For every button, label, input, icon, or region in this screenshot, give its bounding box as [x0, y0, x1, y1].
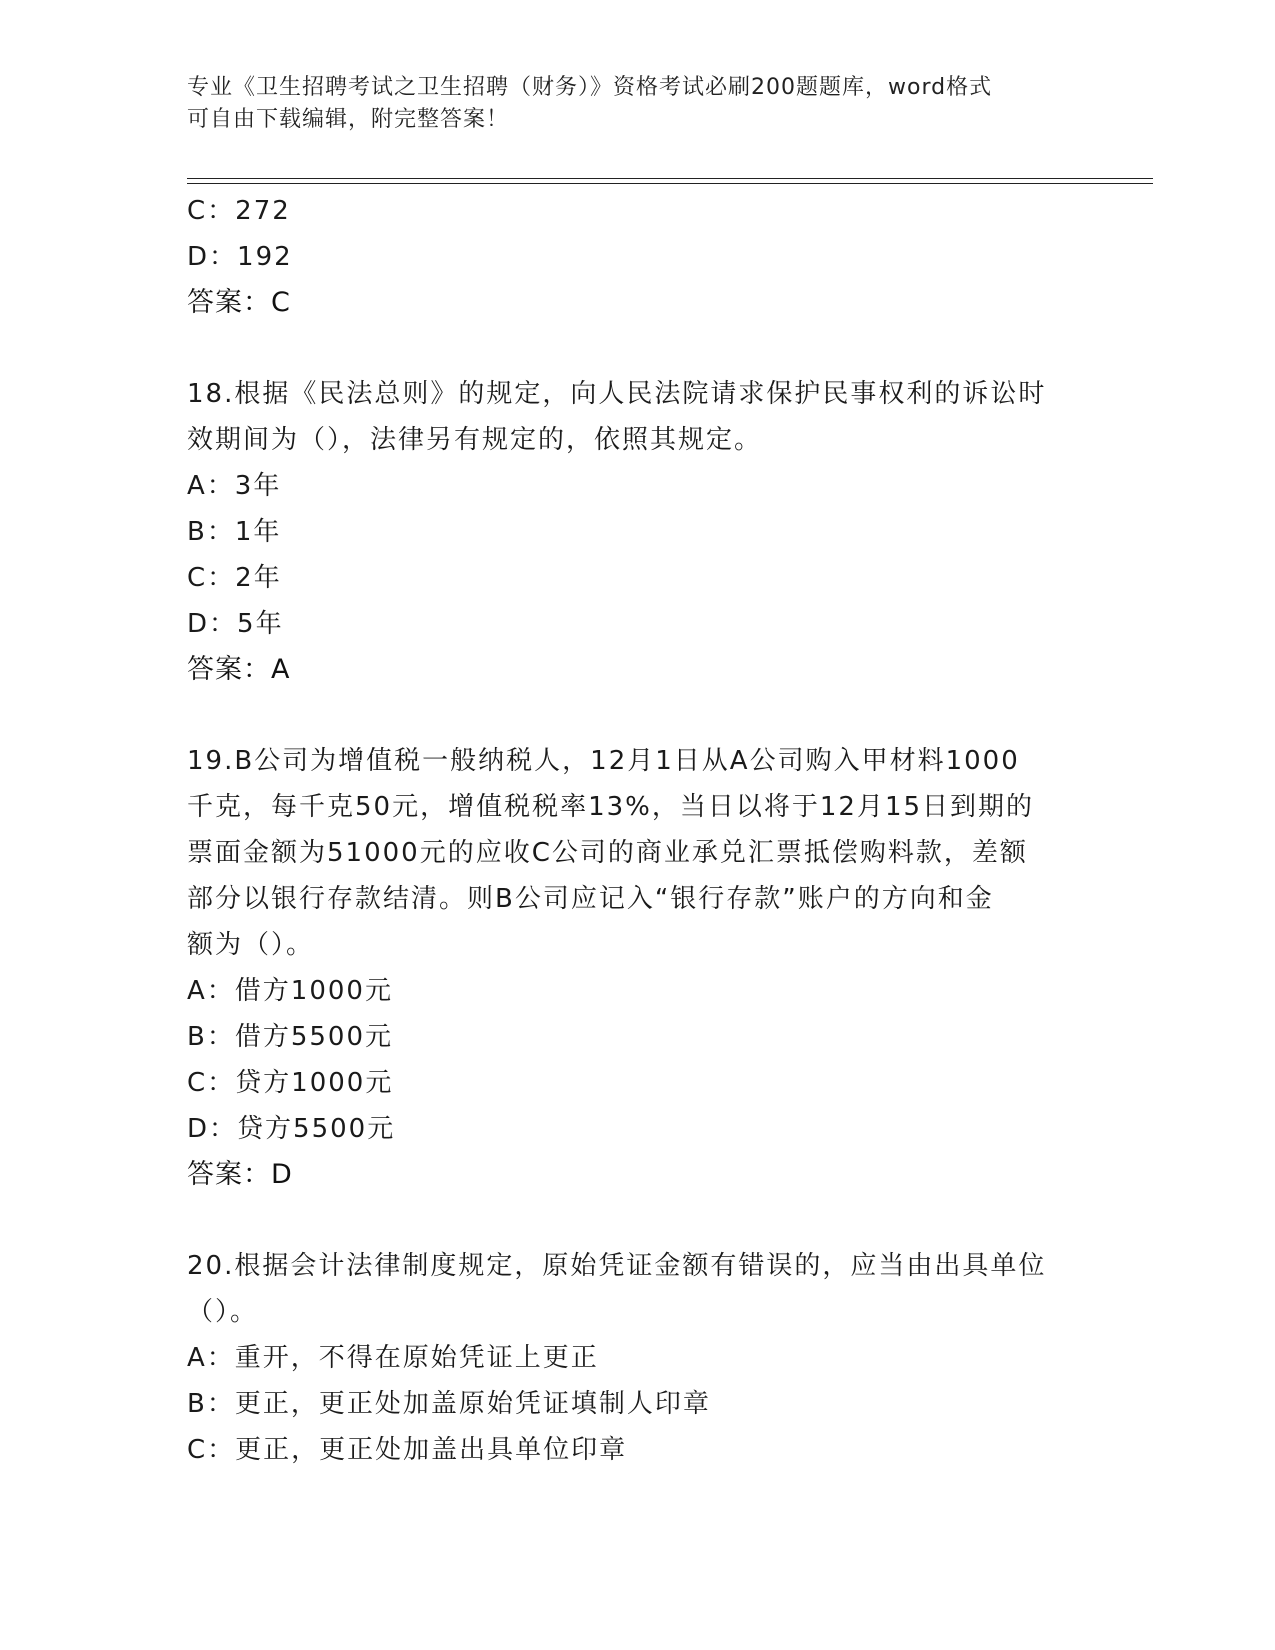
question-stem-line: 效期间为（），法律另有规定的，依照其规定。 — [187, 425, 763, 455]
option-a: A：重开，不得在原始凭证上更正 — [187, 1343, 599, 1373]
question-stem-line: 部分以银行存款结清。则B公司应记入“银行存款”账户的方向和金 — [187, 884, 994, 914]
question-stem-line: 票面金额为51000元的应收C公司的商业承兑汇票抵偿购料款，差额 — [187, 838, 1028, 868]
question-stem-line: 额为（）。 — [187, 930, 315, 960]
option-b: B：1年 — [187, 517, 282, 547]
option-c: C：272 — [187, 196, 291, 226]
header-divider-top — [187, 178, 1153, 179]
option-b: B：借方5500元 — [187, 1022, 394, 1052]
question-19 — [187, 738, 1077, 1198]
option-a: A：3年 — [187, 471, 282, 501]
option-a: A：借方1000元 — [187, 976, 393, 1006]
option-c: C：2年 — [187, 563, 282, 593]
answer-line: 答案：D — [187, 1159, 293, 1190]
question-20 — [187, 1243, 1077, 1473]
question-18 — [187, 371, 1077, 693]
question-content — [187, 188, 1077, 1473]
option-d: D：5年 — [187, 609, 284, 639]
question-stem-line: 18.根据《民法总则》的规定，向人民法院请求保护民事权利的诉讼时 — [187, 379, 1047, 409]
option-d: D：192 — [187, 242, 293, 272]
header-divider-bottom — [187, 183, 1153, 184]
option-c: C：贷方1000元 — [187, 1068, 394, 1098]
answer-line: 答案：A — [187, 654, 291, 685]
option-b: B：更正，更正处加盖原始凭证填制人印章 — [187, 1389, 711, 1419]
answer-line: 答案：C — [187, 287, 291, 318]
document-header — [187, 72, 1067, 136]
question-stem-line: 20.根据会计法律制度规定，原始凭证金额有错误的，应当由出具单位 — [187, 1251, 1047, 1281]
option-c: C：更正，更正处加盖出具单位印章 — [187, 1435, 628, 1465]
header-line-2: 可自由下载编辑，附完整答案！ — [187, 107, 510, 132]
question-stem-line: 千克，每千克50元，增值税税率13%，当日以将于12月15日到期的 — [187, 792, 1035, 822]
question-17 — [187, 188, 1077, 326]
option-d: D：贷方5500元 — [187, 1114, 396, 1144]
header-line-1: 专业《卫生招聘考试之卫生招聘（财务）》资格考试必刷200题题库，word格式 — [187, 75, 993, 100]
question-stem-line: （）。 — [187, 1297, 259, 1327]
question-stem-line: 19.B公司为增值税一般纳税人，12月1日从A公司购入甲材料1000 — [187, 746, 1020, 776]
